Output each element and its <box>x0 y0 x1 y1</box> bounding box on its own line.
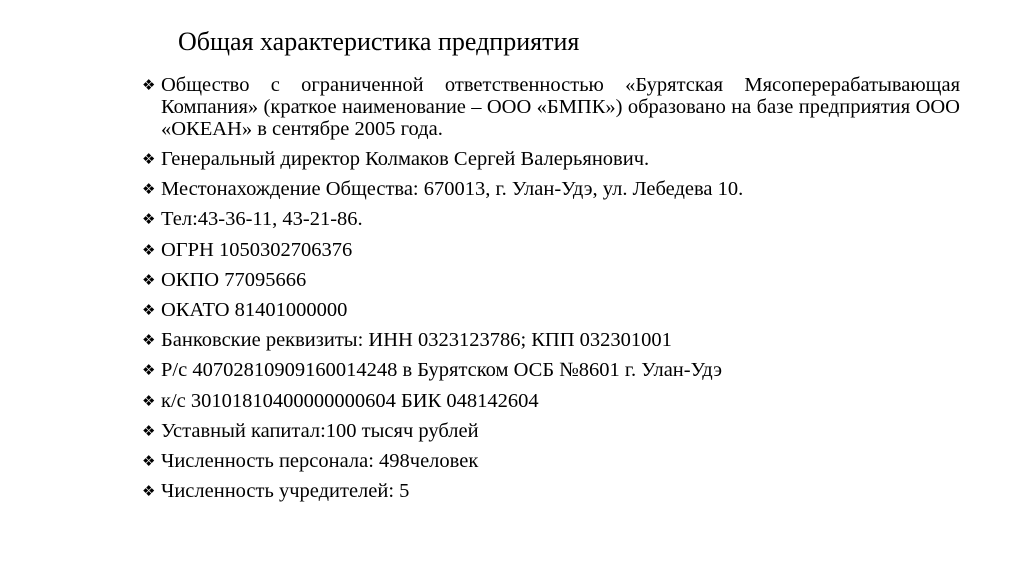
diamond-bullet-icon: ❖ <box>142 421 156 440</box>
list-item-text: Р/с 40702810909160014248 в Бурятском ОСБ №8601 г. Улан-Удэ <box>161 359 722 382</box>
diamond-bullet-icon: ❖ <box>142 300 156 319</box>
diamond-bullet-icon: ❖ <box>142 361 156 380</box>
diamond-bullet-icon: ❖ <box>142 76 156 94</box>
diamond-bullet-icon: ❖ <box>142 451 156 470</box>
list-item-text: к/с 30101810400000000604 БИК 048142604 <box>161 389 539 412</box>
list-item-text: ОКАТО 81401000000 <box>161 298 348 321</box>
diamond-bullet-icon: ❖ <box>142 270 156 289</box>
list-item <box>142 420 960 443</box>
list-item-text: Банковские реквизиты: ИНН 0323123786; КПП 032301001 <box>161 329 672 352</box>
list-item <box>142 239 960 262</box>
list-item <box>142 450 960 473</box>
list-item-text: Численность персонала: 498человек <box>161 449 479 472</box>
list-item <box>142 208 960 231</box>
list-item-text: Общество с ограниченной ответственностью «Бурятская Мясоперерабатывающая Компания» (краткое наименование – ООО «БМПК») образовано на базе предприятия ООО «ОКЕАН» в сентябре 2005 года. <box>161 74 960 140</box>
list-item <box>142 480 960 503</box>
list-item <box>142 299 960 322</box>
diamond-bullet-icon: ❖ <box>142 482 156 501</box>
list-item <box>142 269 960 292</box>
list-item <box>142 329 960 352</box>
company-info-list <box>142 74 960 510</box>
list-item-text: Численность учредителей: 5 <box>161 480 410 503</box>
list-item-text: Местонахождение Общества: 670013, г. Улан-Удэ, ул. Лебедева 10. <box>161 178 744 201</box>
list-item-text: Тел:43-36-11, 43-21-86. <box>161 208 363 231</box>
list-item <box>142 178 960 201</box>
slide-title: Общая характеристика предприятия <box>178 27 580 56</box>
list-item-text: Генеральный директор Колмаков Сергей Валерьянович. <box>161 148 650 170</box>
list-item-text: ОКПО 77095666 <box>161 268 307 291</box>
list-item <box>142 148 960 171</box>
diamond-bullet-icon: ❖ <box>142 331 156 350</box>
list-item <box>142 74 960 140</box>
list-item-text: Уставный капитал:100 тысяч рублей <box>161 419 479 442</box>
diamond-bullet-icon: ❖ <box>142 210 156 229</box>
diamond-bullet-icon: ❖ <box>142 180 156 199</box>
list-item-text: ОГРН 1050302706376 <box>161 238 353 261</box>
diamond-bullet-icon: ❖ <box>142 240 156 259</box>
diamond-bullet-icon: ❖ <box>142 150 156 168</box>
list-item <box>142 359 960 382</box>
list-item <box>142 390 960 413</box>
diamond-bullet-icon: ❖ <box>142 391 156 410</box>
